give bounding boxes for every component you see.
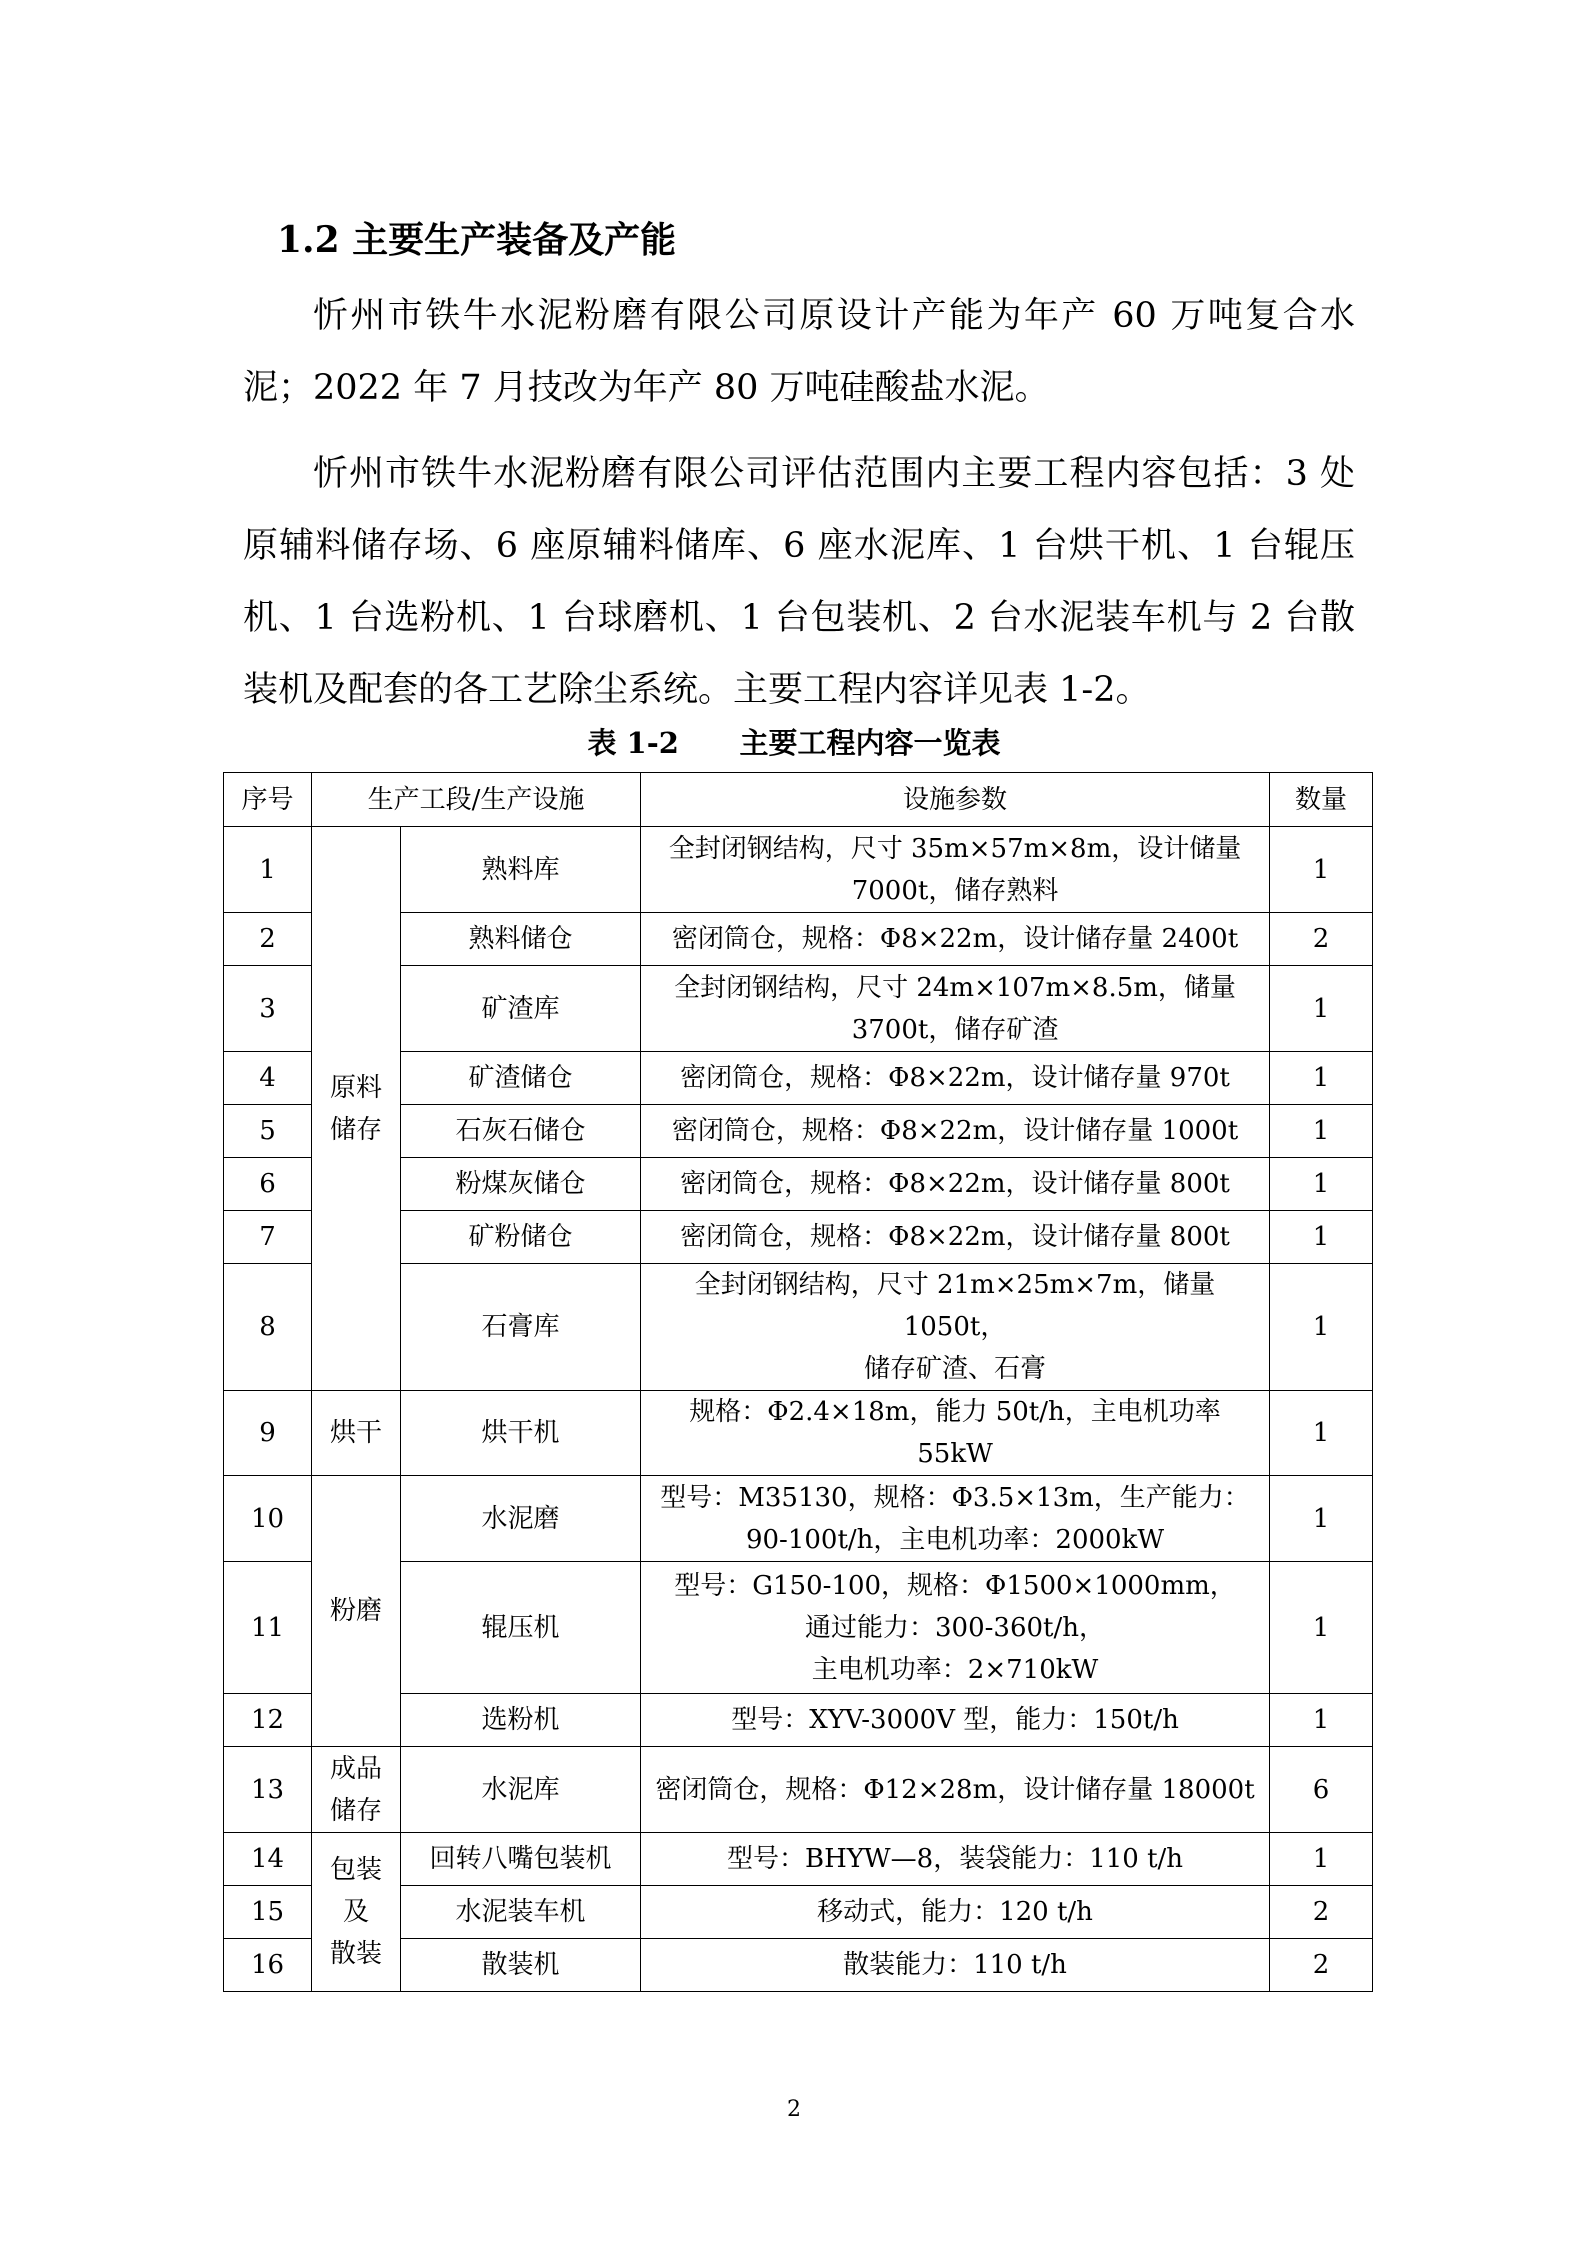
table-caption: 表 1-2 主要工程内容一览表 [587, 726, 1001, 760]
row-params: 密闭筒仓，规格：Φ8×22m，设计储存量 2400t [641, 913, 1270, 966]
group-cell: 包装 及 散装 [312, 1833, 401, 1992]
row-qty: 2 [1270, 1939, 1373, 1992]
row-params: 型号：M35130，规格：Φ3.5×13m，生产能力： 90-100t/h，主电机功率：2000kW [641, 1476, 1270, 1562]
row-name: 回转八嘴包装机 [401, 1833, 641, 1886]
row-qty: 1 [1270, 1264, 1373, 1391]
row-no: 10 [224, 1476, 312, 1562]
row-name: 辊压机 [401, 1562, 641, 1694]
header-params: 设施参数 [641, 773, 1270, 827]
row-params: 移动式，能力：120 t/h [641, 1886, 1270, 1939]
header-qty: 数量 [1270, 773, 1373, 827]
row-name: 石膏库 [401, 1264, 641, 1391]
group-cell: 烘干 [312, 1391, 401, 1476]
page-number: 2 [787, 2097, 801, 2122]
row-name: 熟料库 [401, 827, 641, 913]
row-name: 水泥库 [401, 1747, 641, 1833]
row-no: 11 [224, 1562, 312, 1694]
row-params: 密闭筒仓，规格：Φ8×22m，设计储存量 1000t [641, 1105, 1270, 1158]
row-qty: 1 [1270, 1694, 1373, 1747]
table-row [224, 1476, 1373, 1562]
row-params: 全封闭钢结构，尺寸 21m×25m×7m，储量 1050t， 储存矿渣、石膏 [641, 1264, 1270, 1391]
row-no: 7 [224, 1211, 312, 1264]
equipment-table [223, 772, 1373, 1992]
row-params: 型号：G150-100，规格：Φ1500×1000mm， 通过能力：300-360t/h， 主电机功率：2×710kW [641, 1562, 1270, 1694]
row-name: 石灰石储仓 [401, 1105, 641, 1158]
row-params: 密闭筒仓，规格：Φ8×22m，设计储存量 970t [641, 1052, 1270, 1105]
row-qty: 2 [1270, 913, 1373, 966]
row-no: 5 [224, 1105, 312, 1158]
row-no: 6 [224, 1158, 312, 1211]
row-no: 16 [224, 1939, 312, 1992]
group-cell: 粉磨 [312, 1476, 401, 1747]
row-qty: 1 [1270, 966, 1373, 1052]
row-no: 4 [224, 1052, 312, 1105]
row-name: 散装机 [401, 1939, 641, 1992]
row-qty: 1 [1270, 1052, 1373, 1105]
row-name: 水泥磨 [401, 1476, 641, 1562]
row-name: 矿渣库 [401, 966, 641, 1052]
row-no: 3 [224, 966, 312, 1052]
row-name: 粉煤灰储仓 [401, 1158, 641, 1211]
row-params: 散装能力：110 t/h [641, 1939, 1270, 1992]
section-heading: 1.2 主要生产装备及产能 [277, 219, 677, 261]
row-no: 9 [224, 1391, 312, 1476]
row-no: 13 [224, 1747, 312, 1833]
table-header-row [224, 773, 1373, 827]
row-name: 熟料储仓 [401, 913, 641, 966]
row-params: 密闭筒仓，规格：Φ8×22m，设计储存量 800t [641, 1158, 1270, 1211]
row-no: 8 [224, 1264, 312, 1391]
row-qty: 1 [1270, 1158, 1373, 1211]
group-cell: 原料 储存 [312, 827, 401, 1391]
table-row [224, 1391, 1373, 1476]
row-qty: 1 [1270, 1105, 1373, 1158]
row-qty: 1 [1270, 827, 1373, 913]
row-qty: 1 [1270, 1833, 1373, 1886]
row-no: 14 [224, 1833, 312, 1886]
row-params: 规格：Φ2.4×18m，能力 50t/h，主电机功率 55kW [641, 1391, 1270, 1476]
row-name: 矿渣储仓 [401, 1052, 641, 1105]
table-row [224, 1833, 1373, 1886]
row-no: 12 [224, 1694, 312, 1747]
row-params: 密闭筒仓，规格：Φ8×22m，设计储存量 800t [641, 1211, 1270, 1264]
table-row [224, 1747, 1373, 1833]
row-params: 全封闭钢结构，尺寸 35m×57m×8m，设计储量 7000t，储存熟料 [641, 827, 1270, 913]
paragraph-scope: 忻州市铁牛水泥粉磨有限公司评估范围内主要工程内容包括：3 处原辅料储存场、6 座原辅料储库、6 座水泥库、1 台烘干机、1 台辊压机、1 台选粉机、1 台球磨机、1 台包装机、2 台水泥装车机与 2 台散装机及配套的各工艺除尘系统。主要工程内容详见表 1-2。 [243, 454, 1355, 710]
header-facility: 生产工段/生产设施 [312, 773, 641, 827]
row-no: 15 [224, 1886, 312, 1939]
table-row [224, 827, 1373, 913]
row-name: 选粉机 [401, 1694, 641, 1747]
row-qty: 1 [1270, 1562, 1373, 1694]
row-name: 矿粉储仓 [401, 1211, 641, 1264]
row-qty: 1 [1270, 1391, 1373, 1476]
row-no: 1 [224, 827, 312, 913]
paragraph-capacity: 忻州市铁牛水泥粉磨有限公司原设计产能为年产 60 万吨复合水泥；2022 年 7 月技改为年产 80 万吨硅酸盐水泥。 [243, 296, 1355, 408]
row-params: 密闭筒仓，规格：Φ12×28m，设计储存量 18000t [641, 1747, 1270, 1833]
row-params: 型号：BHYW—8，装袋能力：110 t/h [641, 1833, 1270, 1886]
row-qty: 1 [1270, 1211, 1373, 1264]
row-params: 型号：XYV-3000V 型，能力：150t/h [641, 1694, 1270, 1747]
row-qty: 1 [1270, 1476, 1373, 1562]
header-no: 序号 [224, 773, 312, 827]
group-cell: 成品 储存 [312, 1747, 401, 1833]
row-qty: 2 [1270, 1886, 1373, 1939]
row-params: 全封闭钢结构，尺寸 24m×107m×8.5m，储量 3700t，储存矿渣 [641, 966, 1270, 1052]
row-qty: 6 [1270, 1747, 1373, 1833]
row-name: 水泥装车机 [401, 1886, 641, 1939]
row-no: 2 [224, 913, 312, 966]
row-name: 烘干机 [401, 1391, 641, 1476]
